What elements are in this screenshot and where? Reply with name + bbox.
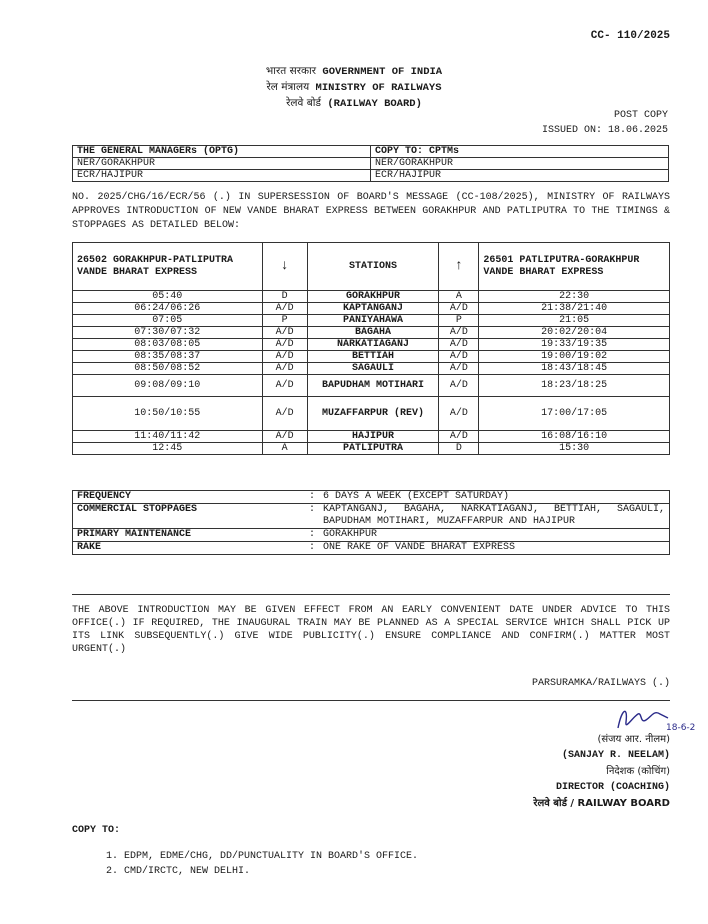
frequency-label: FREQUENCY bbox=[73, 491, 308, 504]
timetable-row bbox=[73, 431, 670, 443]
up-arrow-icon: ↑ bbox=[439, 243, 479, 291]
left-time: 08:50/08:52 bbox=[73, 363, 263, 375]
ministry-english: MINISTRY OF RAILWAYS bbox=[315, 82, 442, 94]
signatory-name: (SANJAY R. NEELAM) bbox=[561, 750, 670, 761]
timetable-row bbox=[73, 291, 670, 303]
left-code: A/D bbox=[262, 363, 307, 375]
right-code: A/D bbox=[439, 431, 479, 443]
right-code: P bbox=[439, 315, 479, 327]
ministry-line bbox=[0, 80, 708, 94]
timetable-row bbox=[73, 443, 670, 455]
intro-paragraph: NO. 2025/CHG/16/ECR/56 (.) IN SUPERSESSION OF BOARD'S MESSAGE (CC-108/2025), MINISTRY OF RAILWAYS APPROVES INTRODUCTION OF NEW VANDE BHARAT EXPRESS BETWEEN GORAKHPUR AND PATLIPUTRA TO THE TIMINGS & STOPPAGES AS DETAILED BELOW: bbox=[72, 192, 670, 231]
government-english: GOVERNMENT OF INDIA bbox=[322, 66, 443, 78]
post-copy-label: POST COPY bbox=[613, 110, 668, 121]
timetable-row bbox=[73, 397, 670, 431]
timetable bbox=[72, 242, 670, 455]
addressee-table bbox=[72, 145, 669, 182]
left-time: 11:40/11:42 bbox=[73, 431, 263, 443]
left-code: A/D bbox=[262, 431, 307, 443]
right-time: 22:30 bbox=[479, 291, 670, 303]
right-time: 15:30 bbox=[479, 443, 670, 455]
right-time: 18:43/18:45 bbox=[479, 363, 670, 375]
right-code: A/D bbox=[439, 397, 479, 431]
signatory-name-hindi: (संजय आर. नीलम) bbox=[597, 734, 670, 745]
left-time: 07:05 bbox=[73, 315, 263, 327]
government-line bbox=[0, 64, 708, 78]
maintenance-label: PRIMARY MAINTENANCE bbox=[73, 529, 308, 542]
divider-bottom bbox=[72, 700, 670, 701]
left-code: A/D bbox=[262, 375, 307, 397]
right-code: A/D bbox=[439, 327, 479, 339]
rake-colon: : bbox=[307, 542, 319, 555]
copy-to-list bbox=[106, 849, 418, 879]
right-time: 21:05 bbox=[479, 315, 670, 327]
copy-to-ner: NER/GORAKHPUR bbox=[371, 158, 669, 170]
station-name: MUZAFFARPUR (REV) bbox=[307, 397, 439, 431]
stoppages-label: COMMERCIAL STOPPAGES bbox=[73, 504, 308, 529]
left-time: 08:03/08:05 bbox=[73, 339, 263, 351]
right-code: A/D bbox=[439, 339, 479, 351]
right-time: 18:23/18:25 bbox=[479, 375, 670, 397]
left-train-header: 26502 GORAKHPUR-PATLIPUTRA VANDE BHARAT EXPRESS bbox=[73, 243, 263, 291]
left-time: 10:50/10:55 bbox=[73, 397, 263, 431]
left-code: A/D bbox=[262, 303, 307, 315]
left-time: 07:30/07:32 bbox=[73, 327, 263, 339]
down-arrow-icon: ↓ bbox=[262, 243, 307, 291]
signatory-designation: DIRECTOR (COACHING) bbox=[555, 782, 670, 793]
rake-label: RAKE bbox=[73, 542, 308, 555]
signature-scribble bbox=[614, 700, 696, 736]
station-name: NARKATIAGANJ bbox=[307, 339, 439, 351]
copy-to-item: 1. EDPM, EDME/CHG, DD/PUNCTUALITY IN BOARD'S OFFICE. bbox=[106, 851, 419, 862]
timetable-row bbox=[73, 327, 670, 339]
left-time: 09:08/09:10 bbox=[73, 375, 263, 397]
divider-top bbox=[72, 594, 670, 595]
station-name: BETTIAH bbox=[307, 351, 439, 363]
frequency-value: 6 DAYS A WEEK (EXCEPT SATURDAY) bbox=[319, 491, 670, 504]
timetable-row bbox=[73, 375, 670, 397]
timetable-row bbox=[73, 315, 670, 327]
station-name: PATLIPUTRA bbox=[307, 443, 439, 455]
right-code: D bbox=[439, 443, 479, 455]
signatory-designation-hindi: निदेशक (कोचिंग) bbox=[606, 766, 670, 777]
station-name: BAPUDHAM MOTIHARI bbox=[307, 375, 439, 397]
copy-to-item: 2. CMD/IRCTC, NEW DELHI. bbox=[106, 866, 251, 877]
right-code: A/D bbox=[439, 375, 479, 397]
left-code: A/D bbox=[262, 327, 307, 339]
right-code: A/D bbox=[439, 351, 479, 363]
copy-to-ecr: ECR/HAJIPUR bbox=[371, 170, 669, 182]
left-code: A bbox=[262, 443, 307, 455]
left-code: A/D bbox=[262, 351, 307, 363]
addressee-ner: NER/GORAKHPUR bbox=[73, 158, 371, 170]
board-english: (RAILWAY BOARD) bbox=[327, 98, 422, 110]
ministry-hindi: रेल मंत्रालय bbox=[266, 81, 310, 93]
left-time: 06:24/06:26 bbox=[73, 303, 263, 315]
left-time: 05:40 bbox=[73, 291, 263, 303]
left-time: 12:45 bbox=[73, 443, 263, 455]
right-code: A/D bbox=[439, 303, 479, 315]
right-time: 20:02/20:04 bbox=[479, 327, 670, 339]
station-name: HAJIPUR bbox=[307, 431, 439, 443]
stations-header: STATIONS bbox=[307, 243, 439, 291]
signature-date: 18-6-2 bbox=[666, 723, 696, 733]
timetable-row bbox=[73, 351, 670, 363]
stoppages-value: KAPTANGANJ, BAGAHA, NARKATIAGANJ, BETTIAH, SAGAULI, BAPUDHAM MOTIHARI, MUZAFFARPUR AND HAJIPUR bbox=[319, 504, 670, 529]
left-code: A/D bbox=[262, 339, 307, 351]
station-name: KAPTANGANJ bbox=[307, 303, 439, 315]
right-code: A bbox=[439, 291, 479, 303]
left-code: A/D bbox=[262, 397, 307, 431]
rake-value: ONE RAKE OF VANDE BHARAT EXPRESS bbox=[319, 542, 670, 555]
left-code: D bbox=[262, 291, 307, 303]
station-name: GORAKHPUR bbox=[307, 291, 439, 303]
right-time: 19:00/19:02 bbox=[479, 351, 670, 363]
issued-on-date: ISSUED ON: 18.06.2025 bbox=[541, 125, 668, 136]
maintenance-value: GORAKHPUR bbox=[319, 529, 670, 542]
copy-to-title: COPY TO: CPTMs bbox=[371, 146, 669, 158]
right-time: 21:38/21:40 bbox=[479, 303, 670, 315]
signature-block bbox=[533, 732, 670, 812]
frequency-colon: : bbox=[307, 491, 319, 504]
signatory-office: रेलवे बोर्ड / RAILWAY BOARD bbox=[533, 798, 670, 809]
right-time: 16:08/16:10 bbox=[479, 431, 670, 443]
addressee-ecr: ECR/HAJIPUR bbox=[73, 170, 371, 182]
government-hindi: भारत सरकार bbox=[265, 65, 317, 77]
board-hindi: रेलवे बोर्ड bbox=[286, 97, 322, 109]
station-name: PANIYAHAWA bbox=[307, 315, 439, 327]
station-name: BAGAHA bbox=[307, 327, 439, 339]
right-code: A/D bbox=[439, 363, 479, 375]
service-details-table bbox=[72, 490, 670, 555]
closing-paragraph: THE ABOVE INTRODUCTION MAY BE GIVEN EFFECT FROM AN EARLY CONVENIENT DATE UNDER ADVICE TO THIS OFFICE(.) IF REQUIRED, THE INAUGURAL TRAIN MAY BE PLANNED AS A SPECIAL SERVICE WHICH SHALL PICK UP ITS LINK SUBSEQUENTLY(.) GIVE WIDE PUBLICITY(.) ENSURE COMPLIANCE AND CONFIRM(.) MATTER MOST URGENT(.) bbox=[72, 605, 670, 655]
addressee-title: THE GENERAL MANAGERs (OPTG) bbox=[73, 146, 371, 158]
left-time: 08:35/08:37 bbox=[73, 351, 263, 363]
right-time: 17:00/17:05 bbox=[479, 397, 670, 431]
timetable-row bbox=[73, 303, 670, 315]
left-code: P bbox=[262, 315, 307, 327]
right-train-header: 26501 PATLIPUTRA-GORAKHPUR VANDE BHARAT EXPRESS bbox=[479, 243, 670, 291]
timetable-row bbox=[73, 363, 670, 375]
sender-line: PARSURAMKA/RAILWAYS (.) bbox=[531, 678, 670, 689]
stoppages-colon: : bbox=[307, 504, 319, 529]
reference-number: CC- 110/2025 bbox=[590, 30, 670, 42]
copy-to-heading: COPY TO: bbox=[72, 825, 121, 836]
maintenance-colon: : bbox=[307, 529, 319, 542]
timetable-row bbox=[73, 339, 670, 351]
post-copy-block bbox=[542, 108, 668, 138]
right-time: 19:33/19:35 bbox=[479, 339, 670, 351]
station-name: SAGAULI bbox=[307, 363, 439, 375]
